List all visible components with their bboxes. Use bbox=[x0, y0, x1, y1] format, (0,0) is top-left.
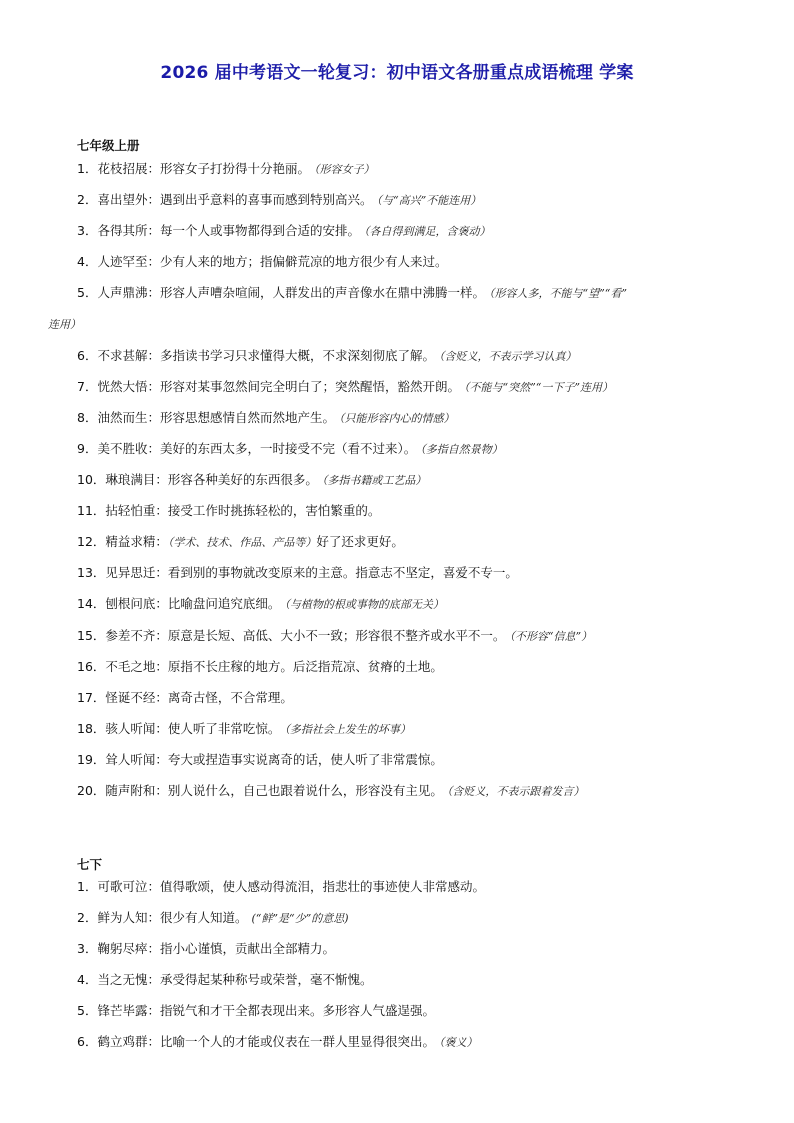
item-number: 16． bbox=[77, 658, 106, 674]
item-number: 19． bbox=[77, 751, 106, 767]
list-item bbox=[77, 964, 750, 995]
idiom-term: 油然而生： bbox=[97, 409, 160, 425]
idiom-note: （与植物的根或事物的底部无关） bbox=[284, 598, 444, 612]
idiom-definition: 原指不长庄稼的地方。后泛指荒凉、贫瘠的土地。 bbox=[167, 658, 443, 674]
idiom-note: （形容女子） bbox=[313, 163, 375, 176]
item-number: 6． bbox=[77, 347, 98, 363]
idiom-definition: 承受得起某种称号或荣誉，毫不惭愧。 bbox=[159, 972, 373, 987]
idiom-term: 花枝招展： bbox=[97, 161, 160, 176]
item-number: 2． bbox=[77, 192, 98, 208]
idiom-definition: 形容人声嘈杂喧闹，人群发出的声音像水在鼎中沸腾一样。 bbox=[159, 285, 485, 301]
item-number: 12． bbox=[77, 534, 106, 550]
idiom-term: 鹤立鸡群： bbox=[97, 1034, 160, 1049]
idiom-definition: 每一个人或事物都得到合适的安排。 bbox=[159, 223, 360, 239]
idiom-definition: 遇到出乎意料的喜事而感到特别高兴。 bbox=[159, 192, 373, 208]
idiom-term: 精益求精： bbox=[105, 534, 168, 550]
idiom-note: （只能形容内心的情感） bbox=[338, 411, 455, 425]
idiom-term: 不毛之地： bbox=[105, 658, 168, 674]
idiom-definition: 夸大或捏造事实说离奇的话，使人听了非常震惊。 bbox=[167, 751, 443, 767]
idiom-term: 喜出望外： bbox=[97, 192, 160, 208]
idiom-definition: 少有人来的地方；指偏僻荒凉的地方很少有人来过。 bbox=[159, 254, 448, 270]
idiom-note: （多指社会上发生的坏事） bbox=[284, 722, 411, 736]
idiom-definition: 接受工作时挑拣轻松的，害怕繁重的。 bbox=[167, 503, 381, 519]
idiom-definition: 原意是长短、高低、大小不一致；形容很不整齐或水平不一。 bbox=[167, 627, 506, 643]
list-item bbox=[77, 464, 750, 496]
list-item bbox=[77, 744, 750, 775]
idiom-definition: 好了还求更好。 bbox=[316, 534, 404, 550]
item-number: 1． bbox=[77, 161, 98, 176]
idiom-definition: 比喻一个人的才能或仪表在一群人里显得很突出。 bbox=[159, 1034, 435, 1049]
idiom-term: 刨根问底： bbox=[105, 596, 168, 612]
idiom-definition: 使人听了非常吃惊。 bbox=[167, 720, 281, 736]
item-number: 5． bbox=[77, 285, 98, 301]
list-item bbox=[77, 933, 750, 964]
idiom-definition: 美好的东西太多，一时接受不完（看不过来）。 bbox=[159, 440, 417, 456]
idiom-term: 可歌可泣： bbox=[97, 879, 160, 894]
list-item bbox=[77, 1026, 750, 1058]
list-item bbox=[77, 246, 750, 277]
idiom-term: 恍然大悟： bbox=[97, 378, 160, 394]
idiom-definition: 比喻盘问追究底细。 bbox=[167, 596, 281, 612]
idiom-note: （与“高兴”不能连用） bbox=[376, 194, 482, 208]
idiom-term: 人迹罕至： bbox=[97, 254, 160, 270]
item-number: 20． bbox=[77, 783, 106, 798]
idiom-note: （含贬义，不表示学习认真） bbox=[438, 349, 577, 363]
idiom-note: （含贬义，不表示跟着发言） bbox=[446, 785, 585, 798]
idiom-term: 耸人听闻： bbox=[105, 751, 168, 767]
idiom-term: 见异思迁： bbox=[105, 565, 168, 581]
item-number: 8． bbox=[77, 409, 98, 425]
idiom-definition: 多指读书学习只求懂得大概，不求深刻彻底了解。 bbox=[159, 347, 435, 363]
item-number: 4． bbox=[77, 972, 98, 987]
item-number: 15． bbox=[77, 627, 106, 643]
item-number: 9． bbox=[77, 440, 98, 456]
list-item bbox=[77, 588, 750, 620]
idiom-term: 锋芒毕露： bbox=[97, 1003, 160, 1018]
idiom-definition: 很少有人知道。 bbox=[159, 910, 248, 925]
idiom-definition: 指锐气和才干全都表现出来。多形容人气盛逞强。 bbox=[159, 1003, 435, 1018]
idiom-term: 各得其所： bbox=[97, 223, 160, 239]
item-number: 5． bbox=[77, 1003, 98, 1018]
list-item bbox=[77, 620, 750, 652]
idiom-note: （不能与“突然”“一下子”连用） bbox=[463, 380, 613, 394]
item-number: 11． bbox=[77, 503, 106, 519]
idiom-term: 骇人听闻： bbox=[105, 720, 168, 736]
document-title: 2026 届中考语文一轮复习：初中语文各册重点成语梳理 学案 bbox=[160, 63, 634, 83]
item-number: 7． bbox=[77, 378, 98, 394]
idiom-note: （形容人多，不能与“望”“看” bbox=[488, 287, 627, 301]
idiom-term: 拈轻怕重： bbox=[105, 503, 168, 519]
list-item bbox=[77, 153, 750, 185]
list-item bbox=[77, 902, 750, 934]
list-item bbox=[77, 433, 750, 465]
idiom-note: (“鲜”是“少”的意思) bbox=[251, 912, 349, 925]
list-item bbox=[77, 775, 750, 807]
item-number: 2． bbox=[77, 910, 98, 925]
idiom-term: 美不胜收： bbox=[97, 440, 160, 456]
item-number: 3． bbox=[77, 223, 98, 239]
list-item bbox=[77, 184, 750, 216]
item-number: 3． bbox=[77, 941, 98, 956]
idiom-note: （多指自然景物） bbox=[420, 442, 503, 456]
idiom-term: 随声附和： bbox=[105, 783, 168, 798]
list-item bbox=[77, 215, 750, 247]
idiom-term: 鲜为人知： bbox=[97, 910, 160, 925]
list-item bbox=[77, 557, 750, 588]
idiom-term: 参差不齐： bbox=[105, 627, 168, 643]
idiom-term: 当之无愧： bbox=[97, 972, 160, 987]
item-number: 6． bbox=[77, 1034, 98, 1049]
list-item bbox=[77, 526, 750, 558]
idiom-term: 人声鼎沸： bbox=[97, 285, 160, 301]
section-heading: 七年级上册 bbox=[77, 138, 140, 153]
idiom-note: （褒义） bbox=[438, 1036, 478, 1049]
idiom-definition: 指小心谨慎，贡献出全部精力。 bbox=[159, 941, 335, 956]
item-number: 14． bbox=[77, 596, 106, 612]
item-number: 13． bbox=[77, 565, 106, 581]
list-item bbox=[77, 402, 750, 434]
idiom-note: （各自得到满足，含褒动） bbox=[363, 225, 491, 239]
idiom-note-continuation: 连用） bbox=[48, 317, 81, 331]
section-heading: 七下 bbox=[77, 857, 103, 872]
list-item bbox=[77, 995, 750, 1026]
list-item bbox=[77, 651, 750, 682]
idiom-term: 琳琅满目： bbox=[105, 472, 168, 487]
idiom-note: （多指书籍或工艺品） bbox=[321, 474, 427, 487]
item-number: 10． bbox=[77, 472, 106, 487]
idiom-definition: 别人说什么，自己也跟着说什么，形容没有主见。 bbox=[167, 783, 443, 798]
list-item bbox=[77, 277, 750, 309]
idiom-note: （学术、技术、作品、产品等） bbox=[167, 536, 317, 550]
list-item bbox=[77, 371, 750, 403]
list-item bbox=[77, 871, 750, 902]
idiom-definition: 形容思想感情自然而然地产生。 bbox=[159, 409, 335, 425]
idiom-definition: 形容对某事忽然间完全明白了；突然醒悟，豁然开朗。 bbox=[159, 378, 460, 394]
item-number: 17． bbox=[77, 689, 106, 705]
idiom-definition: 离奇古怪，不合常理。 bbox=[167, 689, 293, 705]
idiom-definition: 形容女子打扮得十分艳丽。 bbox=[159, 161, 310, 176]
item-number: 18． bbox=[77, 720, 106, 736]
idiom-term: 鞠躬尽瘁： bbox=[97, 941, 160, 956]
list-item bbox=[77, 495, 750, 526]
idiom-definition: 形容各种美好的东西很多。 bbox=[167, 472, 318, 487]
list-item bbox=[77, 682, 750, 713]
list-item bbox=[77, 713, 750, 745]
idiom-term: 不求甚解： bbox=[97, 347, 160, 363]
item-number: 1． bbox=[77, 879, 98, 894]
idiom-term: 怪诞不经： bbox=[105, 689, 168, 705]
list-item bbox=[77, 340, 750, 372]
idiom-definition: 值得歌颂，使人感动得流泪，指悲壮的事迹使人非常感动。 bbox=[159, 879, 485, 894]
item-number: 4． bbox=[77, 254, 98, 270]
idiom-note: （不形容“信息”） bbox=[509, 629, 593, 643]
idiom-definition: 看到别的事物就改变原来的主意。指意志不坚定，喜爱不专一。 bbox=[167, 565, 518, 581]
